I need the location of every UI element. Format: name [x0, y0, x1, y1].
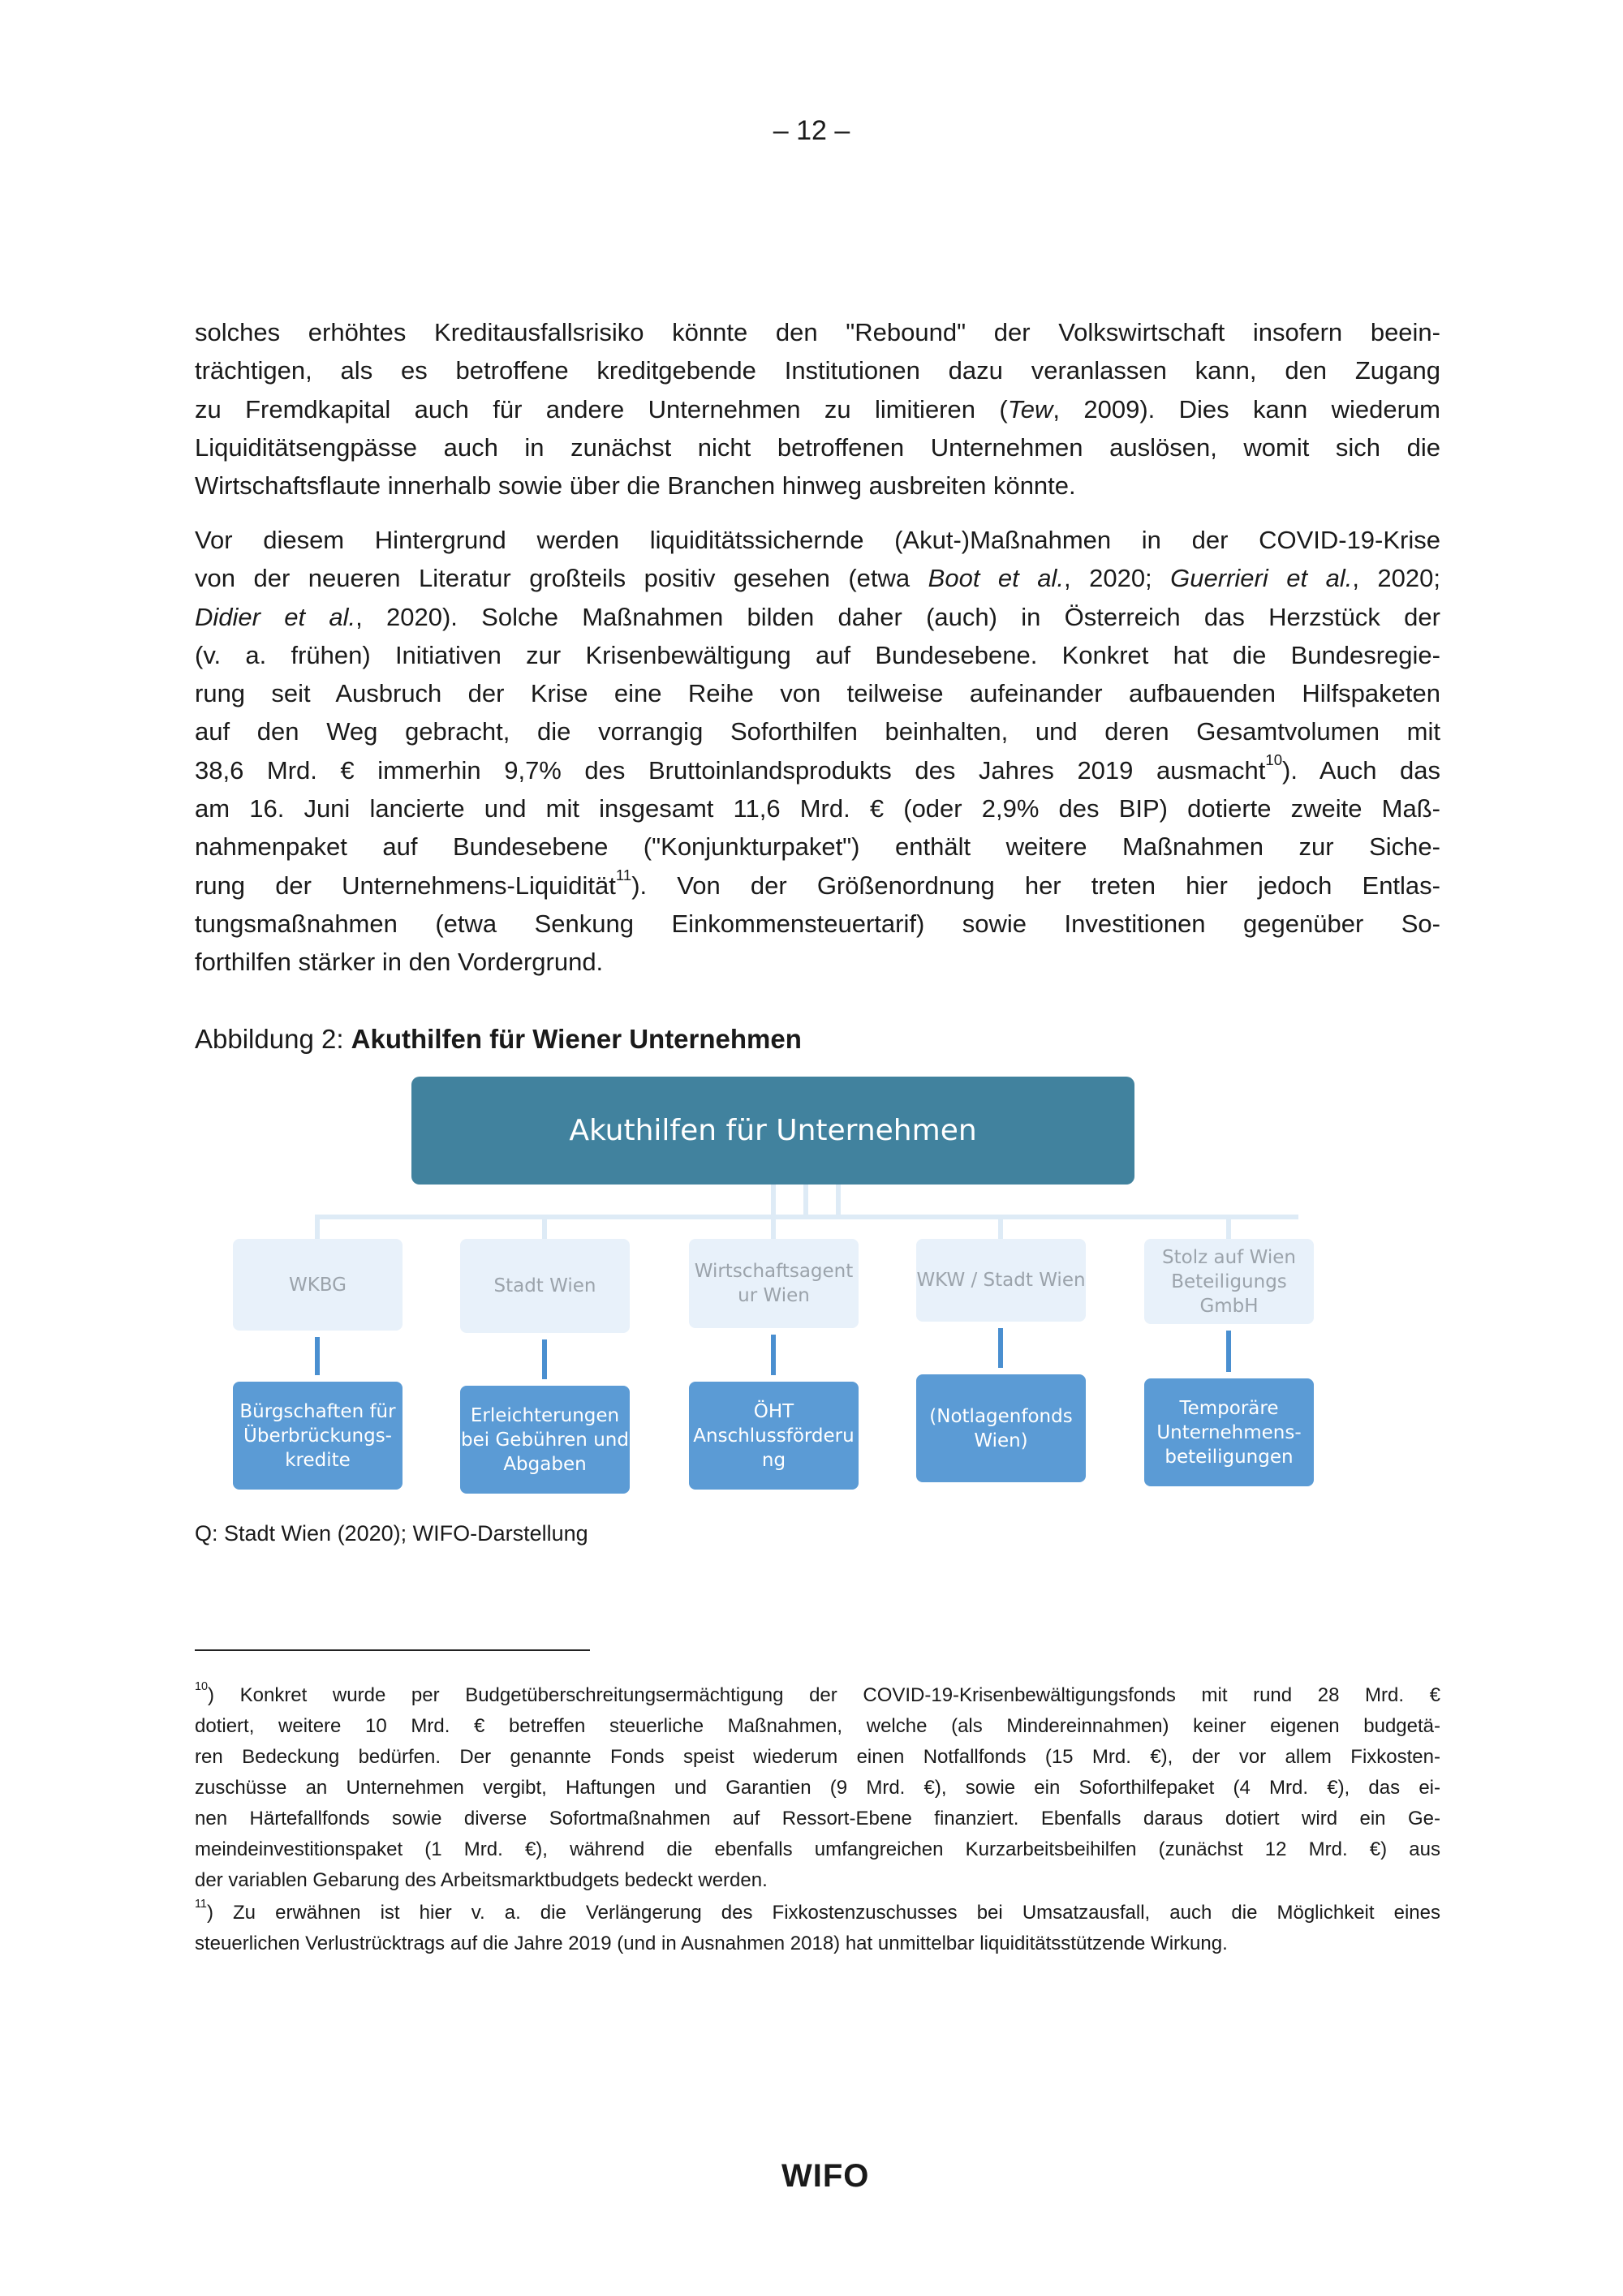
text-segment: ) Zu erwähnen ist hier v. a. die Verlängerung des Fixkostenzuschusses bei Umsatzausfall, auch die Möglichkeit eines [206, 1902, 1440, 1924]
connector [771, 1185, 776, 1217]
text-line [195, 598, 1440, 636]
connector [1226, 1331, 1231, 1372]
diagram-measure-box: (Notlagenfonds Wien) [916, 1374, 1086, 1482]
connector [836, 1185, 841, 1217]
text-line [195, 1865, 1440, 1896]
diagram-root-box: Akuthilfen für Unternehmen [411, 1077, 1134, 1185]
text-line [195, 1804, 1440, 1834]
text-line [195, 674, 1440, 712]
connector [542, 1217, 547, 1239]
text-line [195, 1773, 1440, 1804]
text-line [195, 467, 1440, 505]
text-line [195, 313, 1440, 351]
text-segment: der variablen Gebarung des Arbeitsmarktbudgets bedeckt werden. [195, 1869, 768, 1891]
text-line [195, 751, 1440, 789]
connector [998, 1217, 1003, 1239]
diagram-source-box: WKW / Stadt Wien [916, 1239, 1086, 1322]
text-segment: trächtigen, als es betroffene kreditgebende Institutionen dazu veranlassen kann, den Zugang [195, 356, 1440, 385]
diagram-source-box: Wirtschaftsagent ur Wien [689, 1239, 859, 1328]
connector [771, 1217, 776, 1239]
diagram-measure-box: Bürgschaften für Überbrückungs-kredite [233, 1382, 403, 1490]
text-segment: nen Härtefallfonds sowie diverse Sofortmaßnahmen auf Ressort-Ebene finanziert. Ebenfalls daraus dotiert wird ein Ge- [195, 1808, 1440, 1829]
text-segment: steuerlichen Verlustrücktrags auf die Jahre 2019 (und in Ausnahmen 2018) hat unmittelbar liquiditätsstützende Wirkung. [195, 1933, 1228, 1954]
connector [803, 1185, 808, 1217]
diagram-measure-box: ÖHT Anschlussförderu ng [689, 1382, 859, 1490]
text-segment: Didier et al. [195, 602, 356, 631]
figure-caption [195, 1024, 802, 1055]
body-paragraph-1 [195, 313, 1440, 505]
connector-horizontal [315, 1215, 1298, 1219]
text-segment: von der neueren Literatur großteils positiv gesehen (etwa [195, 564, 928, 593]
diagram-source-box: Stadt Wien [460, 1239, 630, 1333]
text-line [195, 1898, 1440, 1928]
text-line [195, 712, 1440, 750]
connector [771, 1335, 776, 1375]
text-segment: solches erhöhtes Kreditausfallsrisiko könnte den "Rebound" der Volkswirtschaft insofern beein- [195, 318, 1440, 346]
footnote-ref: 10 [195, 1680, 209, 1693]
diagram-source-box: Stolz auf Wien Beteiligungs GmbH [1144, 1239, 1314, 1324]
connector [315, 1337, 320, 1375]
text-segment: , 2009). Dies kann wiederum [1053, 394, 1440, 424]
footnote-ref: 11 [195, 1898, 207, 1911]
text-segment: tungsmaßnahmen (etwa Senkung Einkommensteuertarif) sowie Investitionen gegenüber So- [195, 909, 1440, 938]
text-segment: meindeinvestitionspaket (1 Mrd. €), während die ebenfalls umfangreichen Kurzarbeitsbeihilfen (zunächst 12 Mrd. €) aus [195, 1838, 1440, 1860]
text-segment: Boot et al. [928, 564, 1064, 593]
footnote-separator [195, 1649, 590, 1651]
text-line [195, 905, 1440, 943]
text-segment: ren Bedeckung bedürfen. Der genannte Fonds speist wiederum einen Notfallfonds (15 Mrd. €), der vor allem Fixkosten- [195, 1746, 1440, 1768]
text-line [195, 521, 1440, 559]
text-segment: auf den Weg gebracht, die vorrangig Soforthilfen beinhalten, und deren Gesamtvolumen mit [195, 717, 1440, 746]
text-line [195, 866, 1440, 905]
text-segment: ). Von der Größenordnung her treten hier jedoch Entlas- [631, 871, 1440, 900]
text-segment: Liquiditätsengpässe auch in zunächst nicht betroffenen Unternehmen auslösen, womit sich die [195, 432, 1440, 462]
wifo-logo: WIFO [781, 2158, 870, 2194]
text-segment: 38,6 Mrd. € immerhin 9,7% des Bruttoinlandsprodukts des Jahres 2019 ausmacht [195, 755, 1266, 785]
footnote-10 [195, 1680, 1440, 1896]
text-line [195, 1680, 1440, 1711]
text-line [195, 1928, 1440, 1959]
page-number: – 12 – [773, 115, 850, 146]
diagram-source-box: WKBG [233, 1239, 403, 1331]
text-segment: ) Konkret wurde per Budgetüberschreitungsermächtigung der COVID-19-Krisenbewältigungsfonds mit rund 28 Mrd. € [208, 1684, 1440, 1706]
connector [998, 1328, 1003, 1368]
text-line [195, 636, 1440, 674]
text-segment: forthilfen stärker in den Vordergrund. [195, 948, 604, 977]
text-line [195, 789, 1440, 828]
text-line [195, 1742, 1440, 1773]
text-segment: Wirtschaftsflaute innerhalb sowie über die Branchen hinweg ausbreiten könnte. [195, 471, 1076, 501]
text-line [195, 351, 1440, 389]
connector [542, 1339, 547, 1379]
text-segment: dotiert, weitere 10 Mrd. € betreffen steuerliche Maßnahmen, welche (als Mindereinnahmen) keiner eigenen budgetä- [195, 1715, 1440, 1737]
diagram-measure-box: Erleichterungen bei Gebühren und Abgaben [460, 1386, 630, 1494]
text-segment: zuschüsse an Unternehmen vergibt, Haftungen und Garantien (9 Mrd. €), sowie ein Soforthilfepaket (4 Mrd. €), das ei- [195, 1777, 1440, 1799]
text-line [195, 428, 1440, 467]
text-line [195, 559, 1440, 597]
connector [1226, 1217, 1231, 1239]
figure-title: Akuthilfen für Wiener Unternehmen [351, 1024, 802, 1054]
text-segment: nahmenpaket auf Bundesebene ("Konjunkturpaket") enthält weitere Maßnahmen zur Siche- [195, 832, 1440, 862]
text-segment: (v. a. frühen) Initiativen zur Krisenbewältigung auf Bundesebene. Konkret hat die Bundesregie- [195, 640, 1440, 669]
text-segment: rung der Unternehmens-Liquidität [195, 871, 616, 900]
text-line [195, 1834, 1440, 1865]
text-segment: rung seit Ausbruch der Krise eine Reihe von teilweise aufeinander aufbauenden Hilfspaketen [195, 679, 1440, 708]
figure-label: Abbildung 2: [195, 1024, 351, 1054]
footnote-11 [195, 1898, 1440, 1959]
text-segment: zu Fremdkapital auch für andere Unternehmen zu limitieren ( [195, 394, 1008, 424]
text-segment: , 2020; [1064, 564, 1171, 593]
text-line [195, 390, 1440, 428]
connector [315, 1217, 320, 1239]
text-segment: Guerrieri et al. [1170, 564, 1353, 593]
text-line [195, 1711, 1440, 1742]
text-line [195, 943, 1440, 981]
diagram-measure-box: Temporäre Unternehmens-beteiligungen [1144, 1378, 1314, 1486]
text-line [195, 828, 1440, 866]
figure-source-note: Q: Stadt Wien (2020); WIFO-Darstellung [195, 1521, 588, 1546]
footnote-ref: 11 [615, 866, 632, 884]
text-segment: am 16. Juni lancierte und mit insgesamt 11,6 Mrd. € (oder 2,9% des BIP) dotierte zweite Maß- [195, 794, 1440, 823]
text-segment: , 2020; [1352, 564, 1441, 593]
text-segment: Tew [1007, 394, 1053, 424]
text-segment: ). Auch das [1282, 755, 1440, 785]
body-paragraph-2 [195, 521, 1440, 982]
footnote-ref: 10 [1265, 750, 1283, 768]
text-segment: , 2020). Solche Maßnahmen bilden daher (auch) in Österreich das Herzstück der [355, 602, 1440, 631]
text-segment: Vor diesem Hintergrund werden liquiditätssichernde (Akut-)Maßnahmen in der COVID-19-Krise [195, 526, 1440, 554]
